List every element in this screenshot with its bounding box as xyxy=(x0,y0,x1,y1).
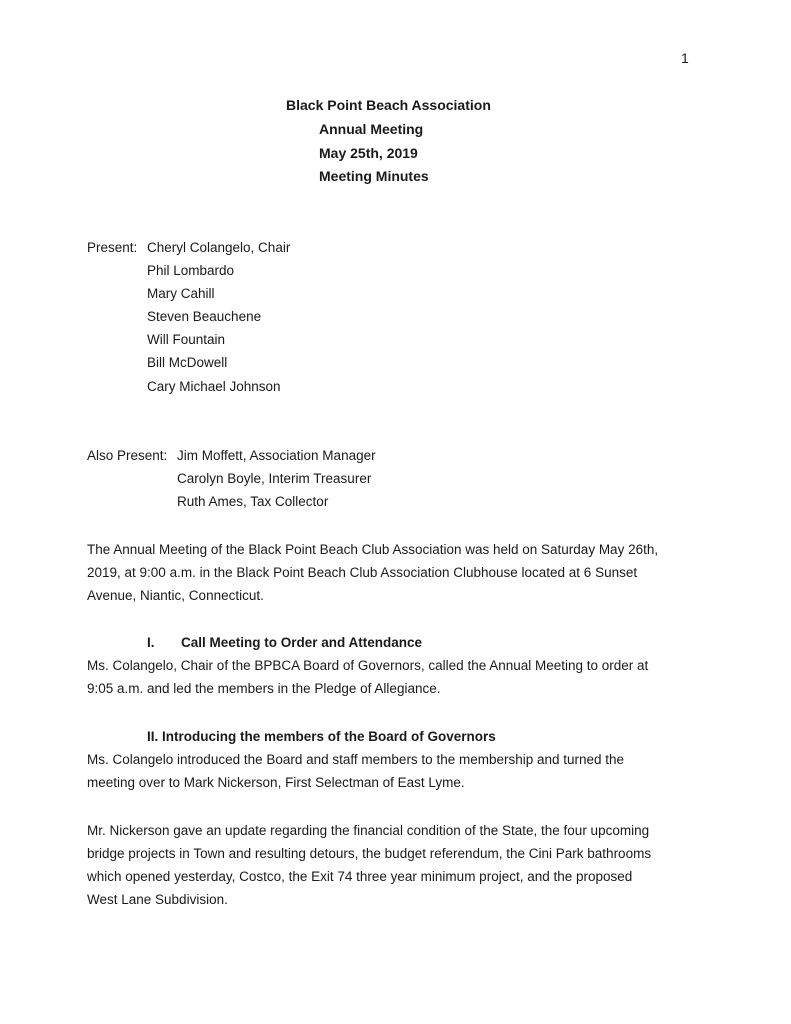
event-name: Annual Meeting xyxy=(319,121,424,137)
present-member: Cary Michael Johnson xyxy=(147,379,281,394)
present-label: Present: xyxy=(87,240,138,255)
present-member: Bill McDowell xyxy=(147,355,228,370)
present-member: Cheryl Colangelo, Chair xyxy=(147,240,291,255)
paragraph-line: bridge projects in Town and resulting detours, the budget referendum, the Cini Park bathrooms xyxy=(87,846,652,861)
page-number: 1 xyxy=(681,50,689,66)
also-present-label: Also Present: xyxy=(87,448,168,463)
section-heading: II. Introducing the members of the Board of Governors xyxy=(147,729,496,744)
paragraph-line: West Lane Subdivision. xyxy=(87,892,228,907)
paragraph-line: Ms. Colangelo introduced the Board and staff members to the membership and turned the xyxy=(87,752,625,767)
present-member: Phil Lombardo xyxy=(147,263,235,278)
section-number: I. xyxy=(147,635,155,650)
paragraph-line: The Annual Meeting of the Black Point Beach Club Association was held on Saturday May 26th, xyxy=(87,542,659,557)
document-type: Meeting Minutes xyxy=(319,168,429,184)
meeting-date: May 25th, 2019 xyxy=(319,145,418,161)
paragraph-line: Ms. Colangelo, Chair of the BPBCA Board of Governors, called the Annual Meeting to order at xyxy=(87,658,649,673)
also-present-member: Ruth Ames, Tax Collector xyxy=(177,494,329,509)
present-member: Steven Beauchene xyxy=(147,309,262,324)
present-member: Will Fountain xyxy=(147,332,226,347)
paragraph-line: Mr. Nickerson gave an update regarding the financial condition of the State, the four upcoming xyxy=(87,823,650,838)
also-present-member: Carolyn Boyle, Interim Treasurer xyxy=(177,471,372,486)
present-member: Mary Cahill xyxy=(147,286,215,301)
paragraph-line: 2019, at 9:00 a.m. in the Black Point Beach Club Association Clubhouse located at 6 Sunset xyxy=(87,565,638,580)
section-heading: Call Meeting to Order and Attendance xyxy=(181,635,423,650)
also-present-member: Jim Moffett, Association Manager xyxy=(177,448,376,463)
org-name: Black Point Beach Association xyxy=(286,97,491,113)
paragraph-line: meeting over to Mark Nickerson, First Selectman of East Lyme. xyxy=(87,775,465,790)
paragraph-line: 9:05 a.m. and led the members in the Pledge of Allegiance. xyxy=(87,681,441,696)
paragraph-line: which opened yesterday, Costco, the Exit 74 three year minimum project, and the proposed xyxy=(87,869,633,884)
paragraph-line: Avenue, Niantic, Connecticut. xyxy=(87,588,264,603)
